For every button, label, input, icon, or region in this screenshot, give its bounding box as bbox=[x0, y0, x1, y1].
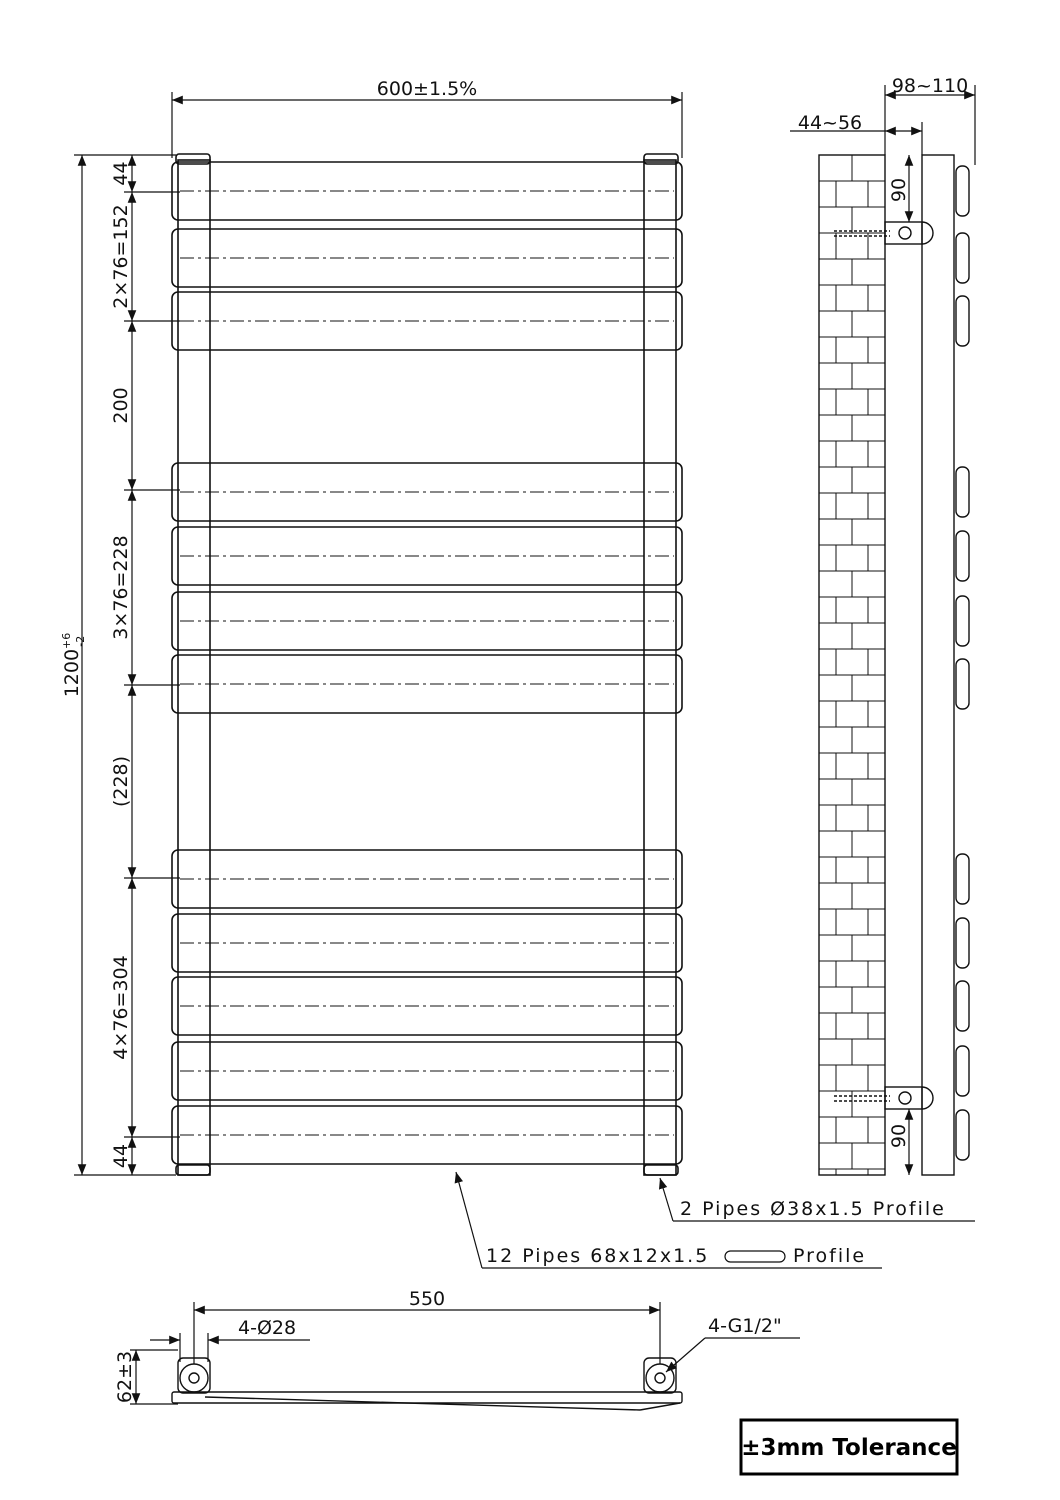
side-bar-profile bbox=[956, 918, 969, 968]
side-bar-profile bbox=[956, 854, 969, 904]
side-bar-profile bbox=[956, 596, 969, 646]
side-bar-profile bbox=[956, 296, 969, 346]
side-bar-profile bbox=[956, 981, 969, 1031]
wall-bracket-bottom bbox=[834, 1087, 933, 1109]
segment-label: 200 bbox=[110, 387, 132, 424]
thread-label: 4-G1/2" bbox=[708, 1315, 782, 1337]
wall-gap-label: 44~56 bbox=[797, 112, 863, 134]
brick-wall bbox=[819, 155, 885, 1175]
side-bar-profile bbox=[956, 1110, 969, 1160]
centres-label: 550 bbox=[408, 1288, 446, 1310]
bottom-view bbox=[172, 1358, 682, 1410]
side-view bbox=[819, 155, 969, 1175]
side-bar-profile bbox=[956, 531, 969, 581]
depth-label: 62±3 bbox=[114, 1350, 136, 1404]
side-pipe bbox=[922, 155, 954, 1175]
segment-label: 2×76=152 bbox=[110, 204, 132, 309]
tolerance-badge: ±3mm Tolerance bbox=[741, 1435, 957, 1461]
segment-label: (228) bbox=[110, 755, 132, 808]
segment-label: 44 bbox=[110, 1143, 132, 1169]
segment-label: 3×76=228 bbox=[110, 535, 132, 640]
pipe-cap bbox=[176, 1165, 210, 1175]
width-dim-label: 600±1.5% bbox=[376, 78, 478, 100]
front-dimensions bbox=[74, 92, 682, 1175]
bar-profile-icon bbox=[725, 1251, 785, 1262]
vertical-pipes-note: 2 Pipes Ø38x1.5 Profile bbox=[680, 1198, 946, 1220]
depth-total-label: 98~110 bbox=[891, 75, 969, 97]
bracket-bottom-label: 90 bbox=[888, 1123, 910, 1149]
bottom-bar bbox=[172, 1392, 682, 1403]
segment-label: 44 bbox=[110, 161, 132, 186]
front-view bbox=[172, 154, 682, 1175]
side-bar-profile bbox=[956, 659, 969, 709]
height-dim-label: $1200^{+6}-2$ bbox=[60, 632, 87, 698]
right-vertical-pipe bbox=[644, 160, 676, 1175]
side-dimensions bbox=[790, 85, 975, 1175]
bars-note-suffix: Profile bbox=[793, 1245, 867, 1267]
bottom-dimensions bbox=[130, 1302, 800, 1404]
pipe-cap bbox=[644, 1165, 678, 1175]
left-vertical-pipe bbox=[178, 160, 210, 1175]
side-bar-profile bbox=[956, 166, 969, 216]
side-bar-profile bbox=[956, 1046, 969, 1096]
side-bar-profile bbox=[956, 233, 969, 283]
bracket-top-label: 90 bbox=[888, 177, 910, 203]
bars-note: 12 Pipes 68x12x1.5 bbox=[486, 1245, 710, 1267]
holes-label: 4-Ø28 bbox=[238, 1317, 297, 1339]
side-bar-profile bbox=[956, 467, 969, 517]
segment-label: 4×76=304 bbox=[110, 955, 132, 1060]
